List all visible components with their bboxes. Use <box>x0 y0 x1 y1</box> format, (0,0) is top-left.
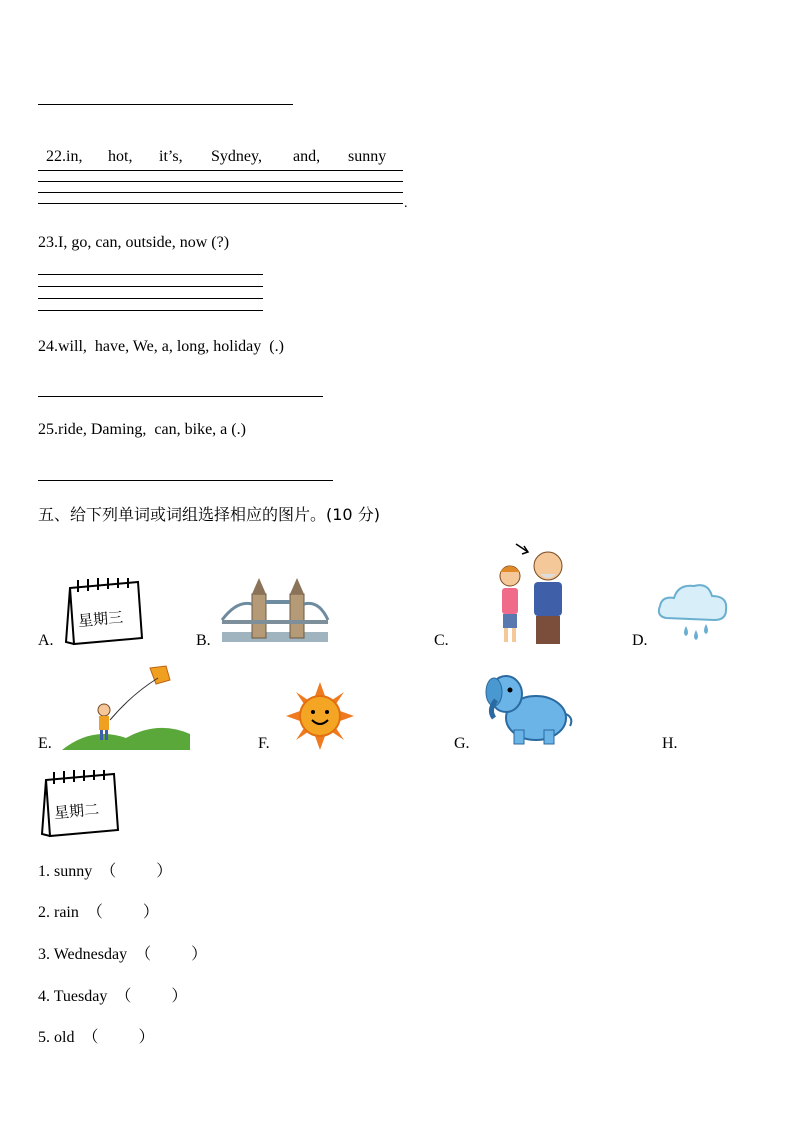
item-text: 1. sunny <box>38 863 93 880</box>
answer-blank[interactable]: （ ） <box>82 1029 155 1046</box>
kite-flying-icon <box>62 664 190 750</box>
answer-line-22-1 <box>38 170 403 171</box>
word: hot, <box>108 148 133 165</box>
answer-blank[interactable]: （ ） <box>86 904 159 921</box>
item-3 <box>38 941 207 964</box>
question-22 <box>38 130 386 166</box>
item-4 <box>38 983 187 1006</box>
question-text: ride, Daming, can, bike, a (.) <box>58 421 246 438</box>
answer-line-24 <box>38 396 323 397</box>
option-letter-e: E. <box>38 735 52 752</box>
word: Sydney, <box>211 148 262 165</box>
answer-line-23-4 <box>38 310 263 311</box>
option-letter-f: F. <box>258 735 270 752</box>
question-number: 25. <box>38 421 58 438</box>
word: it’s, <box>159 148 183 165</box>
calendar-text: 星期三 <box>77 608 124 631</box>
answer-line-23-3 <box>38 298 263 299</box>
question-number: 23. <box>38 234 58 251</box>
answer-line-22-3 <box>38 192 403 193</box>
question-number: 24. <box>38 338 58 355</box>
answer-blank[interactable]: （ ） <box>135 946 208 963</box>
word: in, <box>66 148 83 165</box>
answer-blank[interactable]: （ ） <box>115 988 188 1005</box>
word: and, <box>293 148 321 165</box>
question-number: 22. <box>46 148 66 165</box>
item-2 <box>38 899 159 922</box>
question-24 <box>38 338 284 356</box>
boy-and-old-man-icon <box>496 540 586 648</box>
item-5 <box>38 1024 154 1047</box>
tower-bridge-icon <box>222 570 328 644</box>
elephant-icon <box>486 668 574 750</box>
option-letter-g: G. <box>454 735 470 752</box>
option-letter-c: C. <box>434 632 449 649</box>
question-22-end-period: . <box>404 196 408 211</box>
question-25 <box>38 421 246 439</box>
answer-line-23-2 <box>38 286 263 287</box>
calendar-tuesday-icon <box>38 770 120 840</box>
question-text: will, have, We, a, long, holiday (.) <box>58 338 284 355</box>
section-title: 五、给下列单词或词组选择相应的图片。(10 分) <box>38 505 380 524</box>
item-text: 4. Tuesday <box>38 988 108 1005</box>
calendar-text: 星期二 <box>53 800 100 823</box>
question-23 <box>38 234 229 252</box>
option-letter-d: D. <box>632 632 648 649</box>
calendar-wednesday-icon <box>62 578 144 648</box>
sun-icon <box>286 682 354 750</box>
answer-blank[interactable]: （ ） <box>100 863 173 880</box>
answer-line-22-4 <box>38 203 403 204</box>
item-text: 2. rain <box>38 904 79 921</box>
question-text: I, go, can, outside, now (?) <box>58 234 230 251</box>
answer-line-23-1 <box>38 274 263 275</box>
item-text: 5. old <box>38 1029 75 1046</box>
option-letter-b: B. <box>196 632 211 649</box>
answer-line-22-2 <box>38 181 403 182</box>
option-letter-h: H. <box>662 735 678 752</box>
rain-cloud-icon <box>656 576 730 646</box>
item-text: 3. Wednesday <box>38 946 128 963</box>
answer-line-21 <box>38 104 293 105</box>
option-letter-a: A. <box>38 632 54 649</box>
item-1 <box>38 858 172 881</box>
answer-line-25 <box>38 480 333 481</box>
word: sunny <box>348 148 387 165</box>
